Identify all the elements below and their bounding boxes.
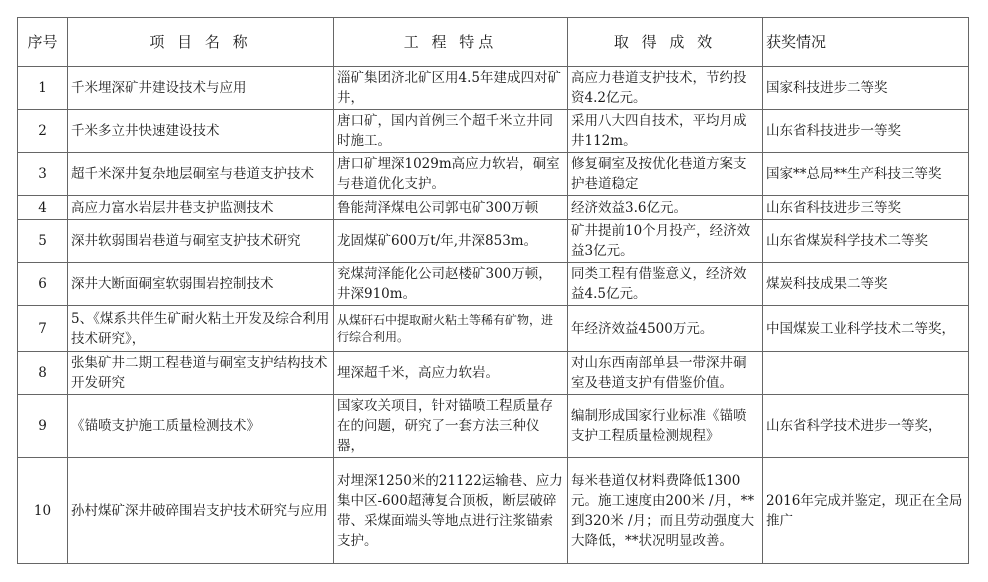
row-awards: 国家**总局**生产科技三等奖: [763, 153, 969, 196]
row-results: 对山东西南部单县一带深井硐室及巷道支护有借鉴价值。: [568, 352, 763, 395]
row-project: 深井软弱围岩巷道与硐室支护技术研究: [68, 220, 334, 263]
row-project: 千米多立井快速建设技术: [68, 110, 334, 153]
row-project: 张集矿井二期工程巷道与硐室支护结构技术开发研究: [68, 352, 334, 395]
row-project: 高应力富水岩层井巷支护监测技术: [68, 196, 334, 220]
row-results: 每米巷道仅材料费降低1300元。施工速度由200米 /月，**到320米 /月；而且劳动强度大大降低，**状况明显改善。: [568, 458, 763, 564]
row-results: 采用八大四自技术，平均月成井112m。: [568, 110, 763, 153]
header-no: 序号: [18, 18, 68, 67]
table-row: [18, 110, 969, 153]
row-features: 从煤矸石中提取耐火粘土等稀有矿物，进行综合利用。: [334, 306, 568, 352]
row-features: 唐口矿埋深1029m高应力软岩，硐室与巷道优化支护。: [334, 153, 568, 196]
row-project: 《锚喷支护施工质量检测技术》: [68, 395, 334, 458]
header-row: [18, 18, 969, 67]
row-awards: 中国煤炭工业科学技术二等奖，: [763, 306, 969, 352]
row-awards: 山东省科学技术进步一等奖，: [763, 395, 969, 458]
row-no: 9: [18, 395, 68, 458]
table-row: [18, 220, 969, 263]
row-project: 5、《煤系共伴生矿耐火粘土开发及综合利用技术研究》，: [68, 306, 334, 352]
row-awards: 国家科技进步二等奖: [763, 67, 969, 110]
row-results: 高应力巷道支护技术，节约投资4.2亿元。: [568, 67, 763, 110]
row-results: 年经济效益4500万元。: [568, 306, 763, 352]
row-results: 经济效益3.6亿元。: [568, 196, 763, 220]
row-results: 同类工程有借鉴意义，经济效益4.5亿元。: [568, 263, 763, 306]
row-features: 淄矿集团济北矿区用4.5年建成四对矿井，: [334, 67, 568, 110]
row-project: 深井大断面硐室软弱围岩控制技术: [68, 263, 334, 306]
row-awards: 山东省科技进步三等奖: [763, 196, 969, 220]
row-features: 鲁能菏泽煤电公司郭屯矿300万顿: [334, 196, 568, 220]
row-no: 10: [18, 458, 68, 564]
table-row: [18, 352, 969, 395]
table-row: [18, 458, 969, 564]
table-row: [18, 153, 969, 196]
row-features: 对埋深1250米的21122运输巷、应力集中区-600超薄复合顶板，断层破碎带、采煤面端头等地点进行注浆锚索支护。: [334, 458, 568, 564]
row-results: 矿井提前10个月投产，经济效益3亿元。: [568, 220, 763, 263]
row-results: 修复硐室及按优化巷道方案支护巷道稳定: [568, 153, 763, 196]
row-no: 5: [18, 220, 68, 263]
header-results: 取 得 成 效: [568, 18, 763, 67]
row-features: 埋深超千米，高应力软岩。: [334, 352, 568, 395]
row-features: 兖煤菏泽能化公司赵楼矿300万顿，井深910m。: [334, 263, 568, 306]
row-no: 4: [18, 196, 68, 220]
row-project: 超千米深井复杂地层硐室与巷道支护技术: [68, 153, 334, 196]
row-no: 6: [18, 263, 68, 306]
table-row: [18, 263, 969, 306]
row-no: 2: [18, 110, 68, 153]
row-awards: 2016年完成并鉴定，现正在全局推广: [763, 458, 969, 564]
table-row: [18, 196, 969, 220]
row-features: 唐口矿，国内首例三个超千米立井同时施工。: [334, 110, 568, 153]
header-features: 工 程 特点: [334, 18, 568, 67]
row-no: 3: [18, 153, 68, 196]
row-project: 千米埋深矿井建设技术与应用: [68, 67, 334, 110]
row-features: 国家攻关项目，针对锚喷工程质量存在的问题，研究了一套方法三种仪器，: [334, 395, 568, 458]
row-no: 8: [18, 352, 68, 395]
row-project: 孙村煤矿深井破碎围岩支护技术研究与应用: [68, 458, 334, 564]
table-row: [18, 306, 969, 352]
header-project: 项 目 名 称: [68, 18, 334, 67]
table-row: [18, 395, 969, 458]
projects-table: [17, 17, 969, 564]
row-awards: [763, 352, 969, 395]
row-no: 7: [18, 306, 68, 352]
row-features: 龙固煤矿600万t/年,井深853m。: [334, 220, 568, 263]
header-awards: 获奖情况: [763, 18, 969, 67]
row-no: 1: [18, 67, 68, 110]
row-awards: 山东省煤炭科学技术二等奖: [763, 220, 969, 263]
row-results: 编制形成国家行业标准《锚喷支护工程质量检测规程》: [568, 395, 763, 458]
row-awards: 山东省科技进步一等奖: [763, 110, 969, 153]
row-awards: 煤炭科技成果二等奖: [763, 263, 969, 306]
table-row: [18, 67, 969, 110]
